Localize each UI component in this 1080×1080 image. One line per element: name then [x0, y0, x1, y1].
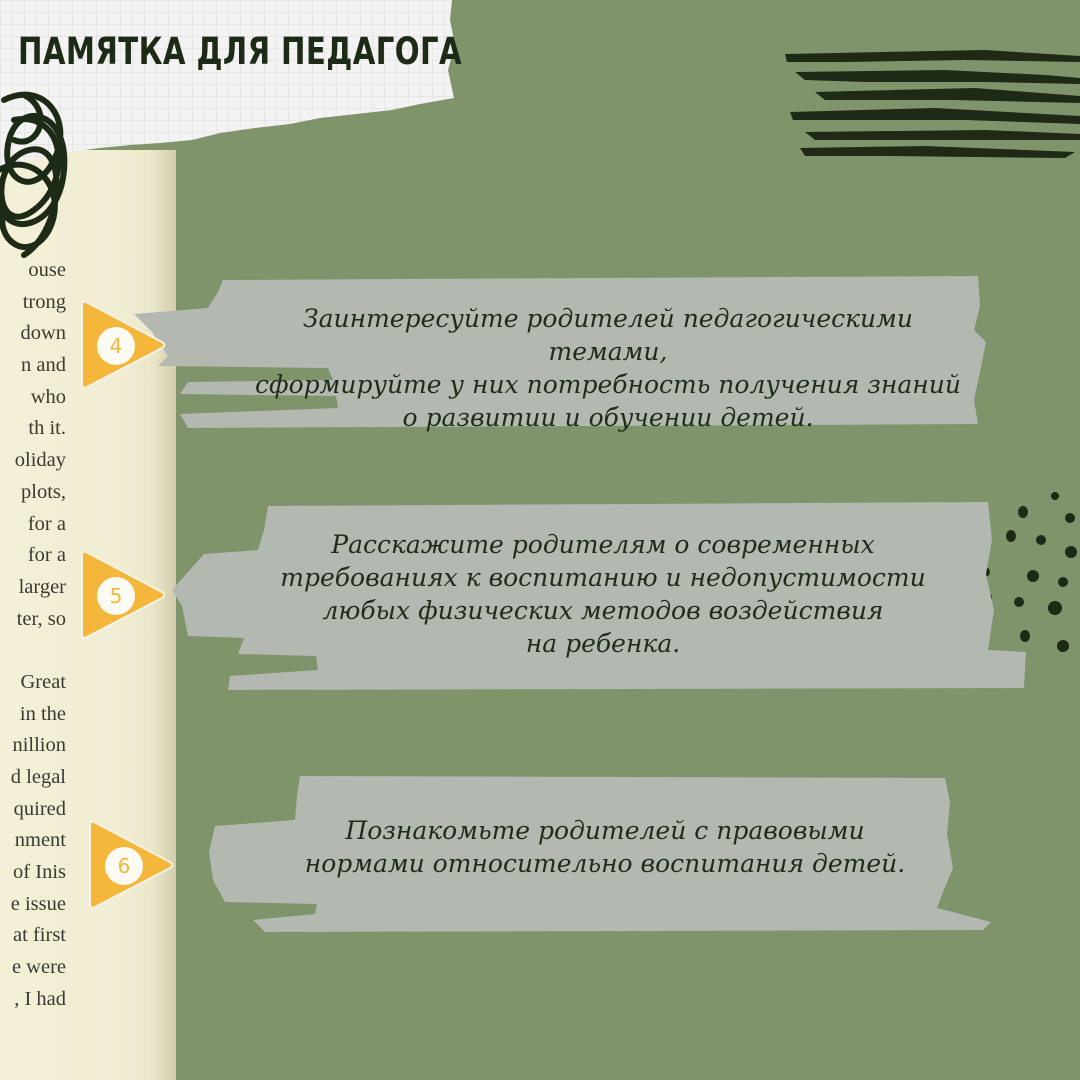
- book-text-line: e issue: [10, 892, 66, 915]
- book-text-line: d legal: [10, 766, 66, 788]
- book-text-line: plots,: [21, 480, 66, 503]
- tip-line: Расскажите родителям о современных: [331, 530, 875, 559]
- book-text-line: down: [20, 322, 66, 345]
- tip-line: нормами относительно воспитания детей.: [304, 849, 906, 878]
- book-text-line: at first: [13, 924, 66, 947]
- tip-number-badge-4: [78, 296, 170, 394]
- book-text-line: [0, 635, 66, 667]
- book-text-line: ouse: [28, 259, 66, 281]
- book-text-line: for a: [27, 512, 66, 535]
- book-text: [0, 255, 66, 1016]
- book-text-line: trong: [22, 290, 66, 313]
- tip-strip-6: [205, 772, 995, 934]
- book-text-line: quired: [13, 797, 66, 820]
- brush-strokes-icon: [785, 48, 1080, 160]
- book-text-line: nment: [14, 829, 66, 852]
- tip-line: требованиях к воспитанию и недопустимости: [280, 563, 926, 592]
- tip-number-badge-6: [86, 816, 178, 914]
- tip-line: Познакомьте родителей с правовыми: [345, 816, 865, 845]
- tip-line: о развитии и обучении детей.: [402, 403, 814, 432]
- book-text-line: of Inis: [13, 861, 66, 884]
- book-text-line: th it.: [28, 417, 66, 440]
- tip-strip-5: [168, 500, 1028, 696]
- book-text-line: , I had: [14, 987, 66, 1010]
- book-text-line: larger: [18, 575, 66, 598]
- book-text-line: Great: [20, 670, 66, 693]
- tip-number-badge-5: [78, 546, 170, 644]
- book-text-line: in the: [19, 702, 66, 725]
- tip-text: [295, 814, 915, 880]
- scribble-ball-icon: [0, 80, 94, 270]
- book-text-line: for a: [27, 544, 66, 567]
- book-text-line: ter, so: [16, 607, 66, 630]
- tip-strip-4: [128, 272, 998, 432]
- book-text-line: who: [30, 385, 66, 408]
- badge-number: 6: [117, 854, 131, 878]
- tip-line: Заинтересуйте родителей педагогическими темами,: [303, 304, 913, 366]
- book-text-line: oliday: [14, 449, 66, 472]
- tip-text: [248, 302, 968, 434]
- book-text-line: n and: [21, 354, 66, 377]
- book-text-line: e were: [11, 956, 66, 979]
- tip-line: любых физических методов воздействия: [322, 596, 884, 625]
- badge-number: 4: [109, 334, 123, 358]
- book-text-line: nillion: [12, 734, 66, 757]
- page-title: ПАМЯТКА ДЛЯ ПЕДАГОГА: [18, 30, 463, 73]
- tip-text: [258, 528, 948, 660]
- tip-line: на ребенка.: [525, 629, 681, 658]
- tip-line: сформируйте у них потребность получения знаний: [255, 370, 961, 399]
- badge-number: 5: [109, 584, 123, 608]
